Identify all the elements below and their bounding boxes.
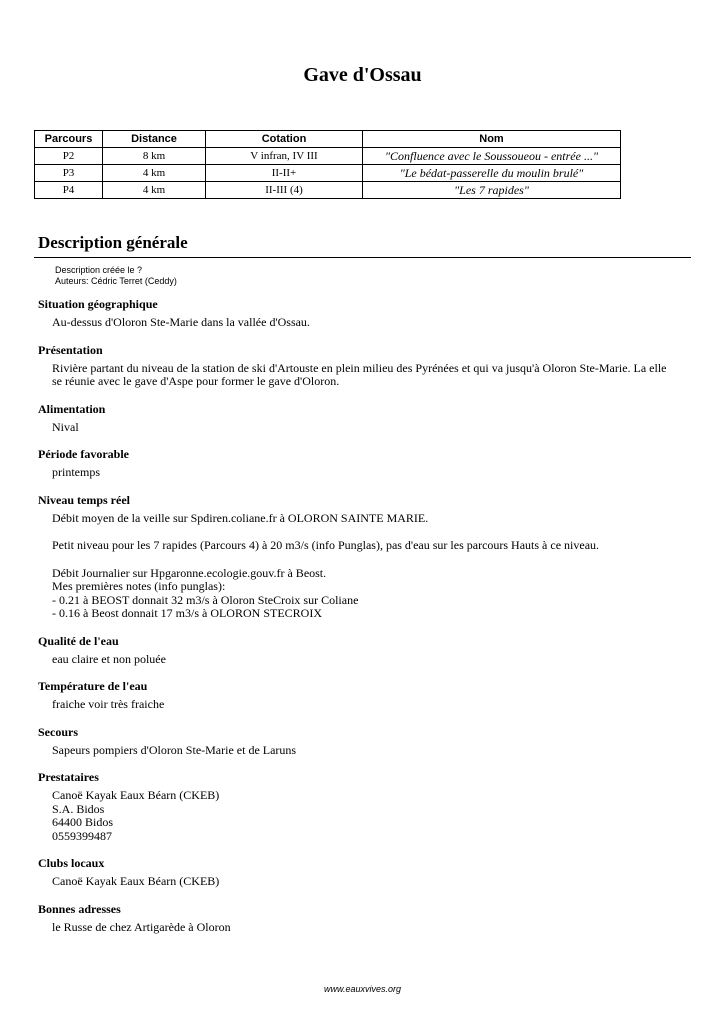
- section-title: Température de l'eau: [38, 679, 148, 693]
- paragraph: [52, 789, 690, 843]
- paragraph: [52, 316, 690, 330]
- paragraph: [52, 653, 690, 667]
- section-title: Alimentation: [38, 401, 106, 416]
- text-line: 0559399487: [52, 828, 112, 843]
- section: [38, 446, 690, 480]
- section-body: [52, 698, 690, 712]
- section-body: [52, 921, 690, 935]
- paragraph: [52, 362, 690, 389]
- table-row: [35, 182, 621, 199]
- section-body: [52, 316, 690, 330]
- text-line: Canoë Kayak Eaux Béarn (CKEB): [52, 788, 220, 802]
- cell-parcours: P3: [35, 165, 103, 182]
- cell-nom: "Confluence avec le Soussoueou - entrée ...": [363, 148, 621, 165]
- paragraph: [52, 567, 690, 621]
- text-line: Canoë Kayak Eaux Béarn (CKEB): [52, 874, 220, 888]
- section: [38, 855, 690, 889]
- section: [38, 769, 690, 843]
- section-body: [52, 653, 690, 667]
- text-line: Rivière partant du niveau de la station de ski d'Artouste en plein milieu des Pyrénées et qui va jusqu'à Oloron Ste-Marie. La elle: [52, 360, 667, 375]
- cell-cotation: II-III (4): [206, 182, 363, 199]
- paragraph: [52, 744, 690, 758]
- paragraph: [52, 512, 690, 526]
- footer-url: www.eauxvives.org: [323, 984, 402, 994]
- text-line: 64400 Bidos: [52, 815, 114, 829]
- cell-cotation: II-II+: [206, 165, 363, 182]
- cell-nom: "Les 7 rapides": [363, 182, 621, 199]
- text-line: Mes premières notes (info punglas):: [52, 579, 226, 593]
- section-title: Prestataires: [38, 770, 99, 784]
- section-title: Niveau temps réel: [38, 492, 130, 507]
- text-line: Sapeurs pompiers d'Oloron Ste-Marie et de Laruns: [52, 742, 297, 757]
- text-line: printemps: [52, 465, 100, 479]
- text-line: le Russe de chez Artigarède à Oloron: [52, 919, 231, 934]
- section-body: [52, 789, 690, 843]
- section: [38, 901, 690, 935]
- cell-cotation: V infran, IV III: [206, 148, 363, 165]
- description-authors: Auteurs: Cédric Terret (Ceddy): [55, 276, 177, 286]
- paragraph: [52, 698, 690, 712]
- section: [38, 401, 690, 435]
- table-header-row: [35, 131, 621, 148]
- text-line: - 0.21 à BEOST donnait 32 m3/s à Oloron SteCroix sur Coliane: [52, 592, 359, 607]
- section-body: [52, 875, 690, 889]
- section: [38, 633, 690, 667]
- section-title: Période favorable: [38, 447, 129, 461]
- section: [38, 342, 690, 389]
- page-title: Gave d'Ossau: [303, 64, 422, 86]
- section-body: [52, 512, 690, 621]
- section-body: [52, 421, 690, 435]
- cell-distance: 4 km: [103, 165, 206, 182]
- section: [38, 724, 690, 758]
- text-line: se réunie avec le gave d'Aspe pour former le gave d'Oloron.: [52, 374, 340, 388]
- text-line: Au-dessus d'Oloron Ste-Marie dans la vallée d'Ossau.: [52, 315, 310, 329]
- section-title: Clubs locaux: [38, 856, 105, 870]
- description-heading: Description générale: [38, 233, 188, 252]
- section-body: [52, 466, 690, 480]
- text-line: - 0.16 à Beost donnait 17 m3/s à OLORON STECROIX: [52, 606, 322, 620]
- cell-distance: 4 km: [103, 182, 206, 199]
- parcours-table: [34, 130, 621, 199]
- divider: [34, 257, 691, 258]
- section: [38, 296, 690, 330]
- cell-nom: "Le bédat-passerelle du moulin brulé": [363, 165, 621, 182]
- header-nom: Nom: [363, 131, 621, 148]
- header-distance: Distance: [103, 131, 206, 148]
- table-row: [35, 165, 621, 182]
- description-meta: [55, 265, 177, 287]
- cell-distance: 8 km: [103, 148, 206, 165]
- section-title: Situation géographique: [38, 297, 158, 311]
- paragraph: [52, 421, 690, 435]
- cell-parcours: P2: [35, 148, 103, 165]
- paragraph: [52, 921, 690, 935]
- description-created: Description créée le ?: [55, 265, 143, 275]
- section-title: Qualité de l'eau: [38, 633, 119, 648]
- text-line: fraiche voir très fraiche: [52, 697, 165, 711]
- cell-parcours: P4: [35, 182, 103, 199]
- text-line: S.A. Bidos: [52, 801, 105, 816]
- header-cotation: Cotation: [206, 131, 363, 148]
- section: [38, 492, 690, 621]
- section-body: [52, 744, 690, 758]
- section-title: Présentation: [38, 342, 103, 357]
- text-line: Nival: [52, 419, 79, 434]
- text-line: eau claire et non poluée: [52, 651, 166, 666]
- section-title: Bonnes adresses: [38, 901, 121, 916]
- text-line: Petit niveau pour les 7 rapides (Parcours 4) à 20 m3/s (info Punglas), pas d'eau sur les parcours Hauts à ce niveau.: [52, 538, 600, 552]
- sections-container: [38, 296, 690, 946]
- text-line: Débit Journalier sur Hpgaronne.ecologie.gouv.fr à Beost.: [52, 565, 327, 580]
- section-title: Secours: [38, 724, 78, 739]
- paragraph: [52, 539, 690, 553]
- paragraph: [52, 875, 690, 889]
- section-body: [52, 362, 690, 389]
- text-line: Débit moyen de la veille sur Spdiren.coliane.fr à OLORON SAINTE MARIE.: [52, 510, 429, 525]
- section: [38, 678, 690, 712]
- table-row: [35, 148, 621, 165]
- paragraph: [52, 466, 690, 480]
- header-parcours: Parcours: [35, 131, 103, 148]
